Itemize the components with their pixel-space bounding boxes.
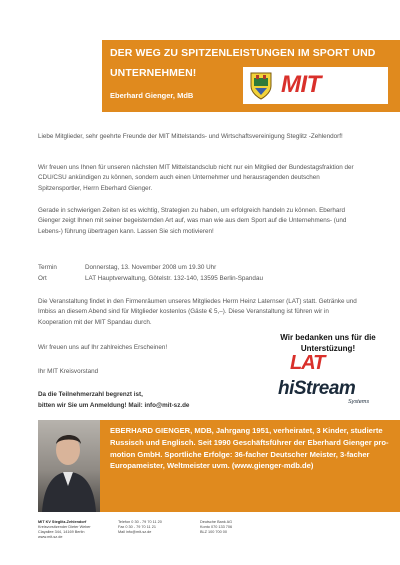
signature: Ihr MIT Kreisvorstand bbox=[38, 368, 99, 375]
footer-web: www.mit-sz.de bbox=[38, 535, 63, 539]
footer-col-contact bbox=[118, 520, 162, 535]
termin-label: Termin bbox=[38, 264, 57, 271]
speaker-bio: EBERHARD GIENGER, MDB, Jahrgang 1951, verheiratet, 3 Kinder, studierte Russisch und Englisch. Seit 1990 Geschäftsführer der Eberhard Gienger pro-motion GmbH. Sportliche Erfolge: 36-facher Deutscher Meister, 3-facher Europameister, Weltmeister uvm. (www.gienger-mdb.de) bbox=[110, 426, 389, 471]
footer-fax: Fax 0 30 - 79 70 11 21 bbox=[118, 525, 156, 529]
page-subtitle: Eberhard Gienger, MdB bbox=[110, 91, 194, 100]
histream-systems-label: Systems bbox=[348, 399, 370, 405]
paragraph-event: Die Veranstaltung findet in den Firmenräumen unseres Mitgliedes Herrn Heinz Laternser (LAT) statt. Getränke und Imbiss an diesem Abend sind für Mitglieder kostenlos (Gäste € 5,–). Diese Veranstaltung ist führen wir in Kooperation mit der MIT Spandau durch. bbox=[38, 298, 357, 326]
footer-mail: Mail info@mit-sz.de bbox=[118, 530, 152, 534]
footer-address: Clayallee 344, 14169 Berlin bbox=[38, 530, 85, 534]
ort-label: Ort bbox=[38, 275, 47, 282]
paragraph-intro: Wir freuen uns Ihnen für unseren nächsten MIT Mittelstandsclub nicht nur ein Mitglied der Bundestagsfraktion der CDU/CSU ankündigen zu können, sondern auch einen Unternehmer und herausragenden deutschen Spitzensportler, Herrn Eberhard Gienger. bbox=[38, 164, 354, 192]
footer-col-bank bbox=[200, 520, 232, 535]
histream-logo: hiStream bbox=[278, 378, 356, 399]
logo-box bbox=[243, 67, 388, 104]
termin-value: Donnerstag, 13. November 2008 um 19.30 Uhr bbox=[85, 264, 217, 271]
closing-line: Wir freuen uns auf Ihr zahlreiches Erscheinen! bbox=[38, 344, 168, 351]
notice-limited: Da die Teilnehmerzahl begrenzt ist, bbox=[38, 391, 143, 398]
footer-phone: Telefon 0 30 - 79 70 11 20 bbox=[118, 520, 162, 524]
footer-blz: BLZ 100 700 00 bbox=[200, 530, 228, 534]
footer-bank: Deutsche Bank AG bbox=[200, 520, 233, 524]
person-silhouette-icon bbox=[38, 420, 100, 512]
notice-register: bitten wir Sie um Anmeldung! Mail: info@mit-sz.de bbox=[38, 402, 190, 409]
footer-org: MIT KV Steglitz-Zehlendorf bbox=[38, 520, 87, 524]
coat-of-arms-icon bbox=[249, 70, 273, 100]
footer-col-address bbox=[38, 520, 91, 540]
sponsor-title: Wir bedanken uns für die Unterstüzung! bbox=[280, 333, 376, 353]
paragraph-strategy: Gerade in schwierigen Zeiten ist es wichtig, Strategien zu haben, um erfolgreich handeln zu können. Eberhard Gienger zeigt Ihnen mit seiner begeisternden Art auf, was man wie aus dem Sport auf die Unternehmens- (und Lebens-) führung übertragen kann. Lassen Sie sich motivieren! bbox=[38, 207, 347, 235]
footer-chair: Kreisvorsitzender Dieter Weber bbox=[38, 525, 91, 529]
footer-konto: Konto 070 133 706 bbox=[200, 525, 233, 529]
ort-value: LAT Hauptverwaltung, Götelstr. 132-140, 13595 Berlin-Spandau bbox=[85, 275, 263, 282]
greeting: Liebe Mitglieder, sehr geehrte Freunde der MIT Mittelstands- und Wirtschaftsvereinigung Steglitz -Zehlendorf! bbox=[38, 133, 343, 140]
speaker-photo bbox=[38, 420, 100, 512]
lat-logo: LAT bbox=[290, 352, 325, 374]
mit-logo: MIT bbox=[281, 71, 321, 98]
page-title: DER WEG ZU SPITZENLEISTUNGEN IM SPORT UND UNTERNEHMEN! bbox=[110, 47, 376, 79]
